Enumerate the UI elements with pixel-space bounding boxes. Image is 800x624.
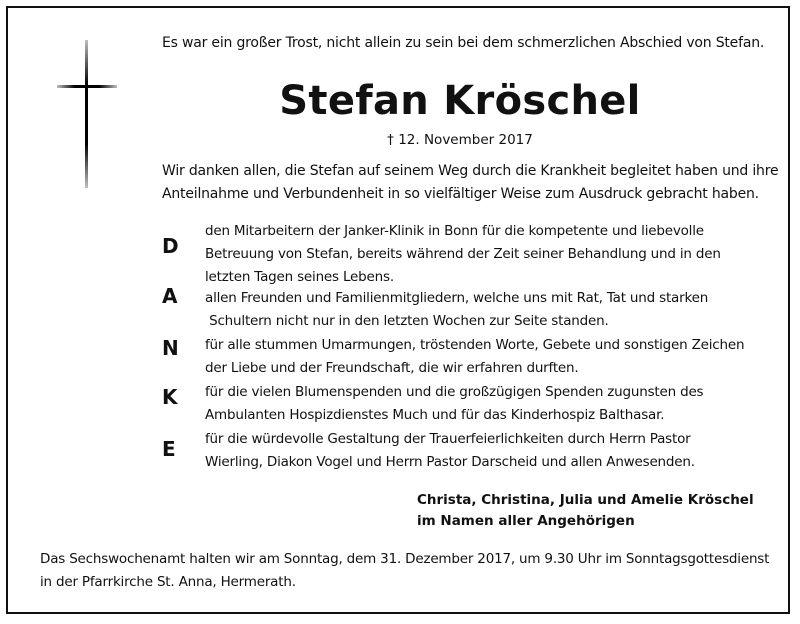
danke-item-a xyxy=(205,287,760,333)
thanks-line: Anteilnahme und Verbundenheit in so vielfältiger Weise zum Ausdruck gebracht haben. xyxy=(162,186,759,202)
danke-item-n xyxy=(205,334,760,380)
danke-item-line: den Mitarbeitern der Janker-Klinik in Bonn für die kompetente und liebevolle xyxy=(205,223,704,239)
danke-item-line: Ambulanten Hospizdienstes Much und für das Kinderhospiz Balthasar. xyxy=(205,407,665,423)
footer-line: in der Pfarrkirche St. Anna, Hermerath. xyxy=(40,574,296,590)
danke-letter-k: K xyxy=(162,385,178,409)
danke-item-line: letzten Tagen seines Lebens. xyxy=(205,269,394,285)
danke-item-line: Betreuung von Stefan, bereits während der Zeit seiner Behandlung und in den xyxy=(205,246,721,262)
thanks-paragraph xyxy=(162,160,779,206)
intro-text: Es war ein großer Trost, nicht allein zu sein bei dem schmerzlichen Abschied von Stefan. xyxy=(162,35,765,51)
danke-letter-e: E xyxy=(162,437,176,461)
danke-item-k xyxy=(205,381,760,427)
danke-item-line: Wierling, Diakon Vogel und Herrn Pastor Darscheid und allen Anwesenden. xyxy=(205,454,695,470)
footer-line: Das Sechswochenamt halten wir am Sonntag, dem 31. Dezember 2017, um 9.30 Uhr im Sonntagsgottesdienst xyxy=(40,551,770,567)
death-date: † 12. November 2017 xyxy=(387,132,533,148)
danke-item-line: für die vielen Blumenspenden und die großzügigen Spenden zugunsten des xyxy=(205,384,704,400)
danke-item-line: für die würdevolle Gestaltung der Trauerfeierlichkeiten durch Herrn Pastor xyxy=(205,431,691,447)
danke-item-line: allen Freunden und Familienmitgliedern, welche uns mit Rat, Tat und starken xyxy=(205,290,709,306)
danke-item-e xyxy=(205,428,760,474)
danke-letter-d: D xyxy=(162,234,179,258)
danke-letter-a: A xyxy=(162,284,178,308)
memorial-mass-note xyxy=(40,548,770,594)
danke-item-line: der Liebe und der Freundschaft, die wir erfahren durften. xyxy=(205,360,579,376)
danke-item-d xyxy=(205,220,760,289)
cross-vertical-bar xyxy=(85,40,88,188)
deceased-name: Stefan Kröschel xyxy=(279,78,641,124)
signature-note: im Namen aller Angehörigen xyxy=(417,513,635,529)
danke-letter-n: N xyxy=(162,336,179,360)
signature-names: Christa, Christina, Julia und Amelie Kröschel xyxy=(417,492,754,508)
danke-item-line: für alle stummen Umarmungen, tröstenden Worte, Gebete und sonstigen Zeichen xyxy=(205,337,745,353)
thanks-line: Wir danken allen, die Stefan auf seinem Weg durch die Krankheit begleitet haben und ihre xyxy=(162,163,779,179)
cross-horizontal-bar xyxy=(57,85,117,88)
danke-item-line: Schultern nicht nur in den letzten Wochen zur Seite standen. xyxy=(205,313,609,329)
signature-block xyxy=(417,490,777,532)
